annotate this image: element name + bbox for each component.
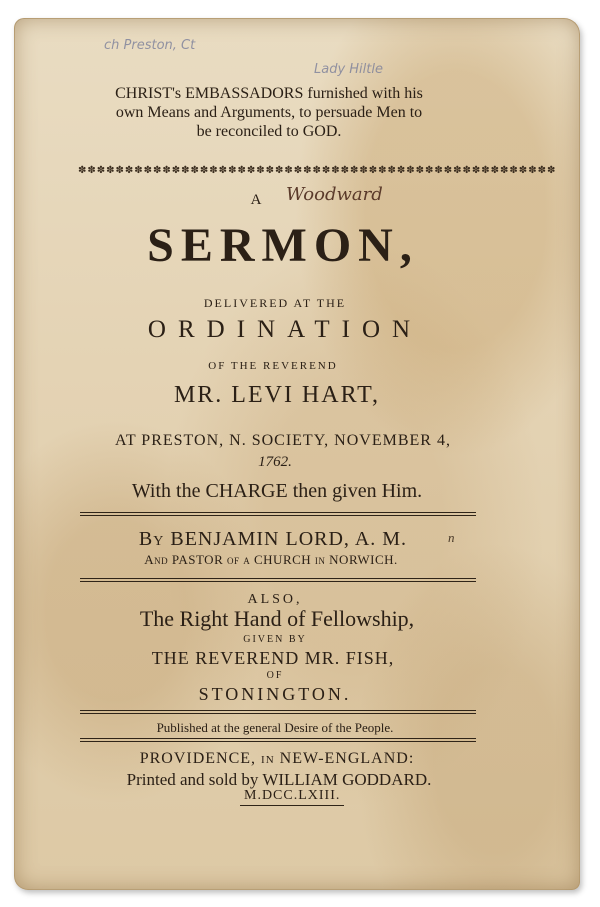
- epigraph-line-1: CHRIST's EMBASSADORS furnished with his: [115, 85, 423, 102]
- title-article: A: [250, 192, 264, 208]
- title-ordination: ORDINATION: [147, 316, 423, 343]
- title-main: SERMON,: [147, 219, 419, 272]
- author-role: And PASTOR of a CHURCH in NORWICH.: [144, 552, 398, 567]
- appendix-title: The Right Hand of Fellowship,: [139, 606, 415, 631]
- appendix-also: ALSO,: [247, 592, 303, 607]
- title-page: [14, 18, 580, 890]
- published-note: Published at the general Desire of the People.: [156, 720, 394, 735]
- epigraph: [64, 84, 474, 141]
- divider-rule: [80, 710, 476, 714]
- title-of-the-reverend: OF THE REVEREND: [208, 360, 338, 372]
- epigraph-line-2: own Means and Arguments, to persuade Men to: [115, 104, 423, 121]
- title-honoree-name: MR. LEVI HART,: [173, 382, 381, 408]
- appendix-of: OF: [266, 670, 284, 681]
- divider-rule: [80, 738, 476, 742]
- divider-rule: [80, 512, 476, 516]
- appendix-given-by: GIVEN BY: [243, 634, 307, 645]
- imprint-place: PROVIDENCE, in NEW-ENGLAND:: [139, 750, 415, 767]
- title-delivered-at: DELIVERED AT THE: [203, 296, 347, 310]
- divider-rule: [80, 578, 476, 582]
- author-line: By BENJAMIN LORD, A. M.: [138, 528, 408, 550]
- handwritten-inserted-name: Woodward: [286, 184, 383, 205]
- imprint-printer: Printed and sold by WILLIAM GODDARD.: [126, 770, 432, 789]
- imprint-date: M.DCC.LXIII.: [240, 788, 344, 806]
- epigraph-line-3: be reconciled to GOD.: [196, 123, 342, 140]
- handwritten-note-1: ch Preston, Ct: [104, 38, 196, 53]
- ornamental-star-rule: ✽✽✽✽✽✽✽✽✽✽✽✽✽✽✽✽✽✽✽✽✽✽✽✽✽✽✽✽✽✽✽✽✽✽✽✽✽✽✽✽✽✽✽✽✽✽✽✽✽✽✽: [78, 165, 557, 176]
- title-place-and-date: AT PRESTON, N. SOCIETY, NOVEMBER 4,: [115, 432, 451, 449]
- title-year: 1762.: [258, 454, 292, 470]
- handwritten-note-2: Lady Hiltle: [314, 62, 383, 77]
- appendix-reverend-fish: THE REVEREND MR. FISH,: [151, 648, 395, 668]
- appendix-place: STONINGTON.: [198, 684, 352, 704]
- title-charge-line: With the CHARGE then given Him.: [131, 480, 423, 502]
- marginal-mark: n: [448, 530, 455, 545]
